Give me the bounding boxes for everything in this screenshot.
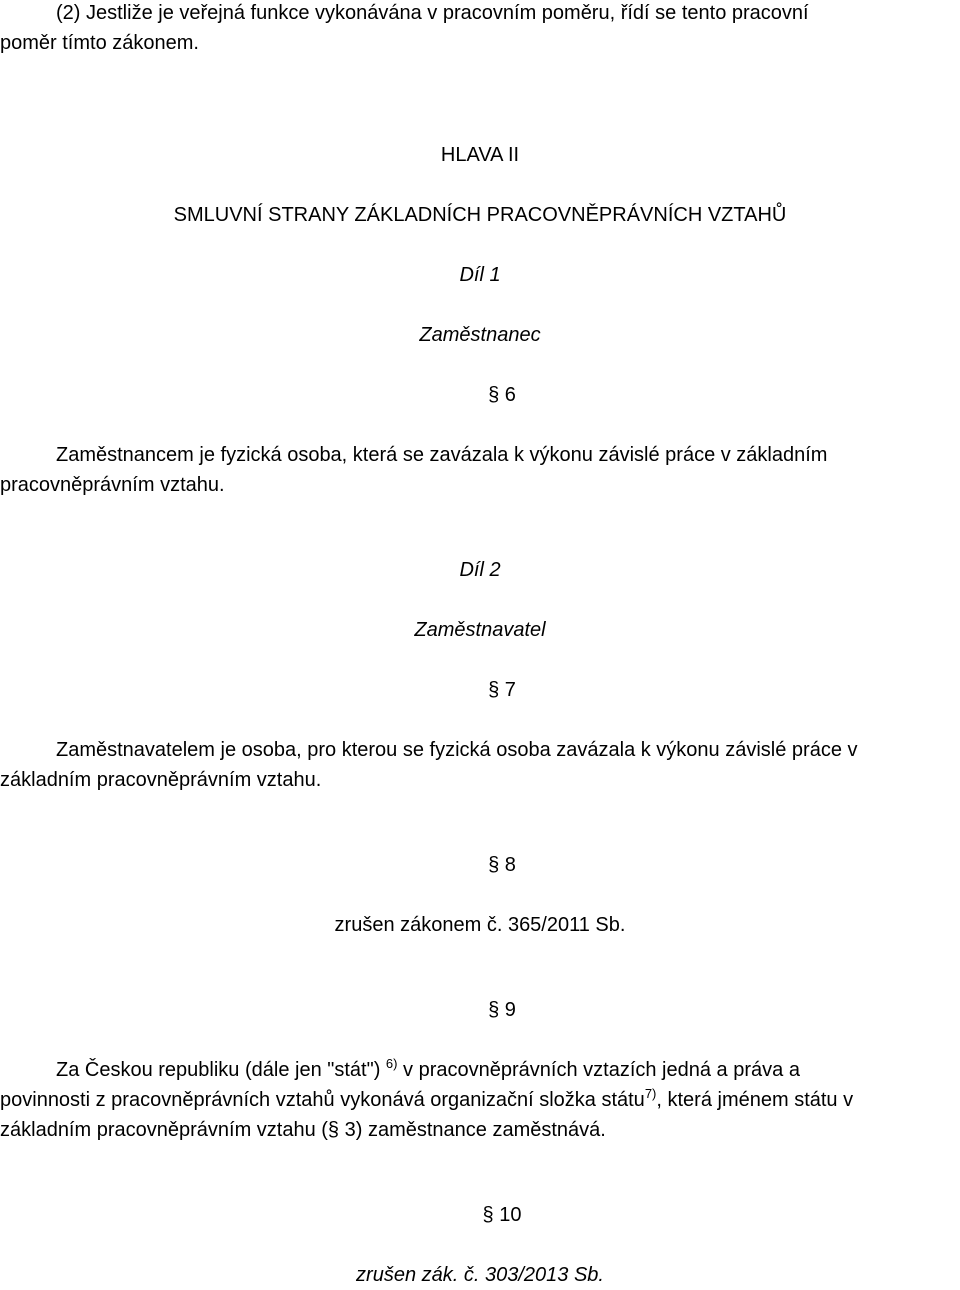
section-10-heading — [0, 1200, 960, 1230]
dil-1-heading: Díl 1 — [459, 264, 501, 286]
section-7-text-line-2: základním pracovněprávním vztahu. — [0, 769, 322, 791]
section-6-text-line-2: pracovněprávním vztahu. — [0, 474, 225, 496]
dil-2-heading: Díl 2 — [459, 559, 501, 581]
section-9-heading — [0, 995, 960, 1025]
section-9-label: § 9 — [488, 999, 516, 1021]
paragraph-2-line-2: poměr tímto zákonem. — [0, 32, 199, 54]
section-7-label: § 7 — [488, 679, 516, 701]
section-9-text-line-1 — [0, 1055, 960, 1085]
dil-2-title: Zaměstnavatel — [414, 619, 546, 641]
section-6-label: § 6 — [488, 384, 516, 406]
section-8-heading — [0, 850, 960, 880]
section-9-line-1-start: Za Českou republiku (dále jen "stát") — [56, 1059, 381, 1081]
section-6-heading — [0, 380, 960, 410]
section-7-heading — [0, 675, 960, 705]
section-7-text-line-1: Zaměstnavatelem je osoba, pro kterou se fyzická osoba zavázala k výkonu závislé práce v — [56, 739, 858, 761]
hlava-title: SMLUVNÍ STRANY ZÁKLADNÍCH PRACOVNĚPRÁVNÍCH VZTAHŮ — [173, 204, 787, 226]
section-9-text-line-2 — [0, 1085, 960, 1115]
section-8-label: § 8 — [488, 854, 516, 876]
section-8-text: zrušen zákonem č. 365/2011 Sb. — [334, 914, 626, 936]
section-9-text-line-3: základním pracovněprávním vztahu (§ 3) zaměstnance zaměstnává. — [0, 1119, 606, 1141]
section-9-line-2-end: , která jménem státu v — [656, 1089, 854, 1111]
footnote-7-ref[interactable]: 7) — [644, 1086, 657, 1101]
section-6-text-line-1: Zaměstnancem je fyzická osoba, která se zavázala k výkonu závislé práce v základním — [56, 444, 828, 466]
section-10-label: § 10 — [482, 1204, 522, 1226]
footnote-6-ref[interactable]: 6) — [385, 1056, 398, 1071]
dil-1-title: Zaměstnanec — [419, 324, 541, 346]
paragraph-2-line-1: (2) Jestliže je veřejná funkce vykonávána v pracovním poměru, řídí se tento pracovní — [56, 2, 809, 24]
section-10-text: zrušen zák. č. 303/2013 Sb. — [356, 1264, 604, 1286]
hlava-heading: HLAVA II — [440, 144, 520, 166]
section-9-line-1-end: v pracovněprávních vztazích jedná a práva a — [397, 1059, 800, 1081]
section-9-line-2-start: povinnosti z pracovněprávních vztahů vykonává organizační složka státu — [0, 1089, 645, 1111]
